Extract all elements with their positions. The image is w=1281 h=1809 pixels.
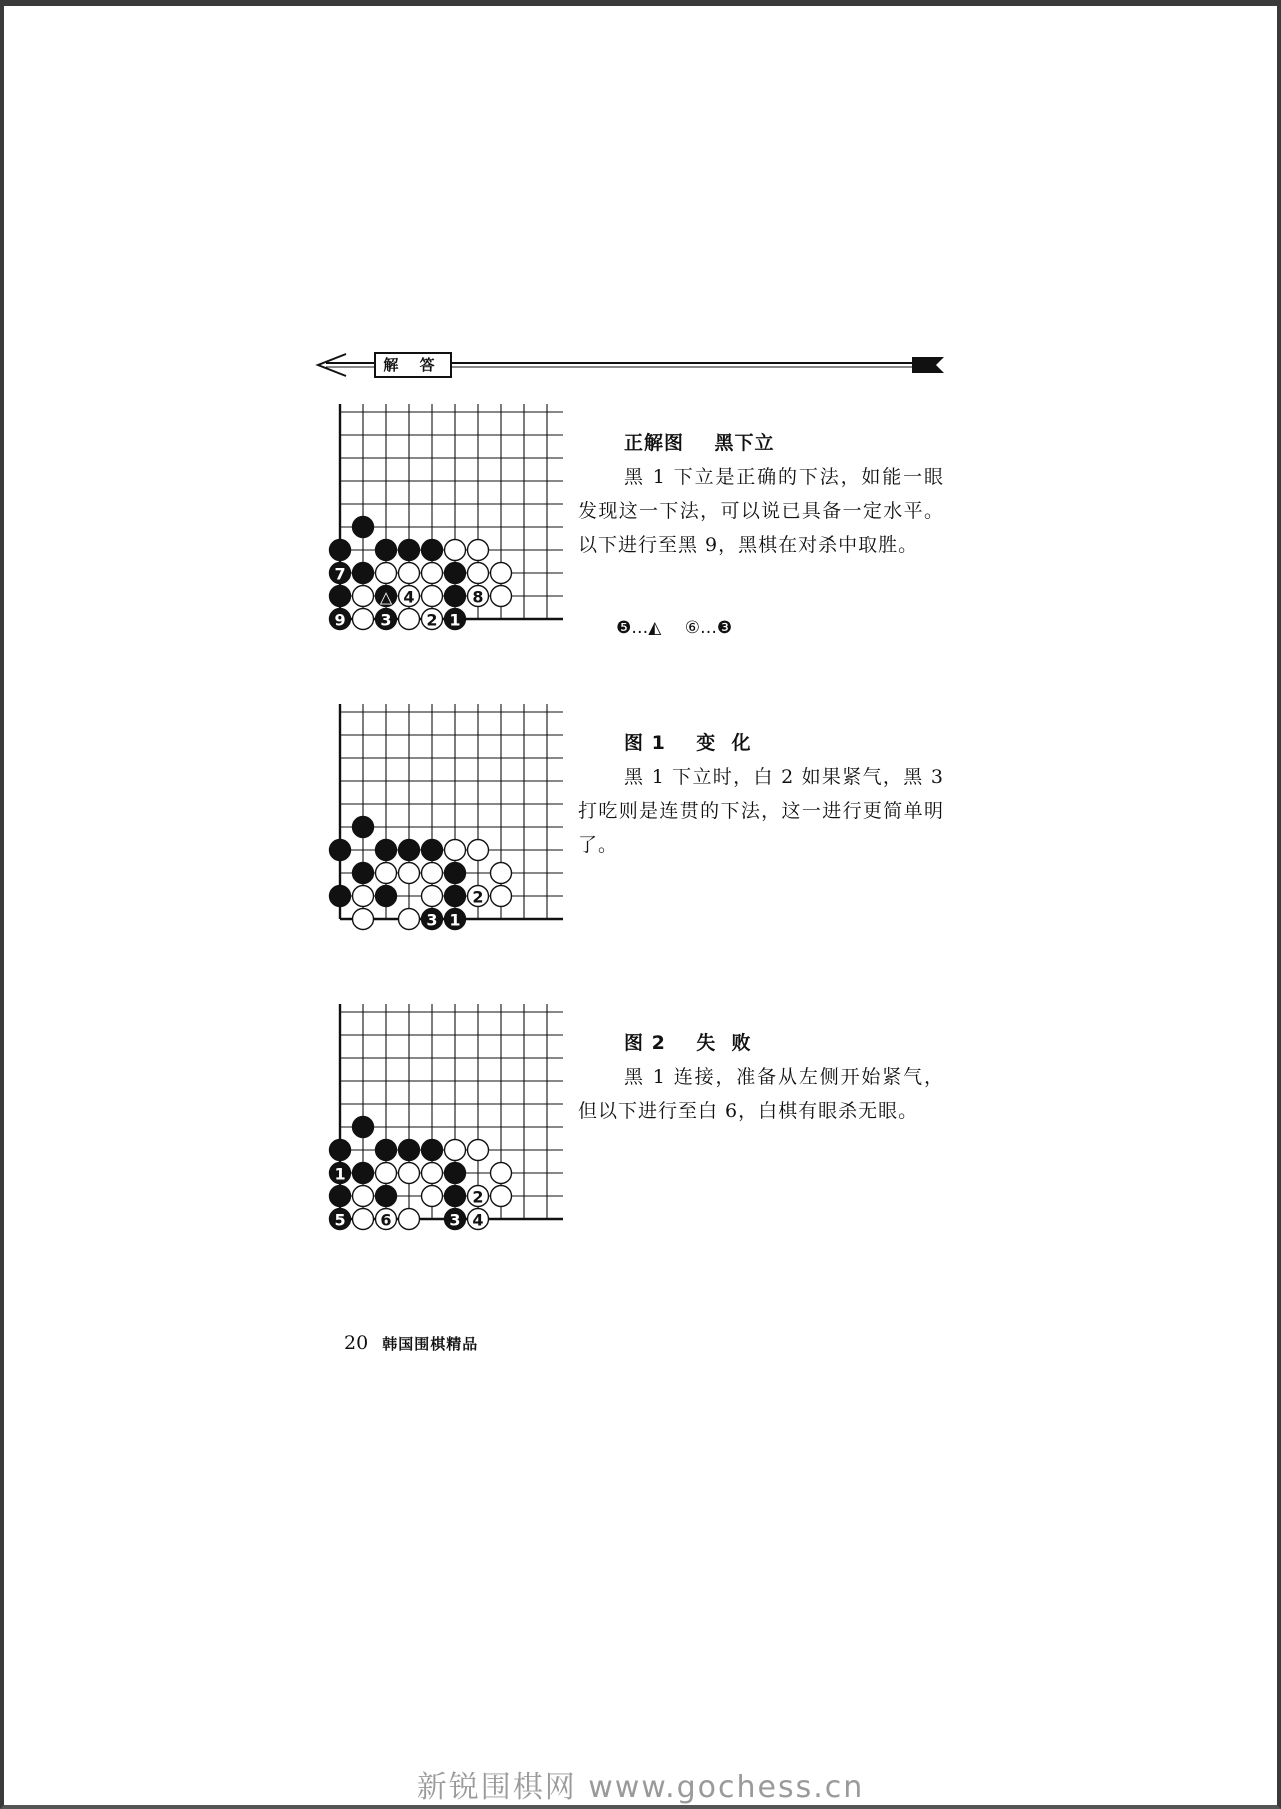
black-stone <box>330 540 351 561</box>
white-stone <box>491 863 512 884</box>
black-stone <box>330 840 351 861</box>
black-stone <box>330 609 351 630</box>
black-stone <box>330 1163 351 1184</box>
section-title: 正解图 黑下立 <box>624 432 775 454</box>
section-title: 图 2 失 败 <box>624 1032 752 1054</box>
white-stone <box>376 1209 397 1230</box>
white-stone <box>445 540 466 561</box>
white-stone <box>468 1209 489 1230</box>
white-stone <box>468 840 489 861</box>
white-stone <box>353 1186 374 1207</box>
white-stone <box>468 1140 489 1161</box>
white-stone <box>491 886 512 907</box>
black-stone <box>353 817 374 838</box>
black-stone <box>330 586 351 607</box>
white-stone <box>353 1209 374 1230</box>
white-stone <box>376 863 397 884</box>
black-stone <box>330 1209 351 1230</box>
go-board-svg <box>336 704 563 933</box>
white-stone <box>353 909 374 930</box>
black-stone <box>376 609 397 630</box>
white-stone <box>422 609 443 630</box>
sequence-note-item: ⑥…❸ <box>684 618 733 638</box>
stone-number-label: 5 <box>334 1210 346 1230</box>
stone-number-label: 1 <box>449 610 461 630</box>
black-stone <box>445 863 466 884</box>
black-stone <box>445 909 466 930</box>
black-stone <box>422 540 443 561</box>
black-stone <box>445 563 466 584</box>
white-stone <box>491 586 512 607</box>
black-stone <box>353 517 374 538</box>
white-stone <box>399 563 420 584</box>
page-number: 20 <box>344 1332 369 1354</box>
book-title: 韩国围棋精品 <box>382 1335 479 1353</box>
white-stone <box>422 1163 443 1184</box>
section-correct-text <box>578 426 944 562</box>
go-diagram-correct <box>336 404 563 633</box>
black-stone <box>353 1117 374 1138</box>
banner-label: 解 答 <box>374 352 452 378</box>
white-stone <box>491 1163 512 1184</box>
black-stone <box>376 540 397 561</box>
stone-number-label: 4 <box>472 1210 484 1230</box>
black-stone <box>330 563 351 584</box>
go-diagram-variation <box>336 704 563 933</box>
stone-number-label: 9 <box>334 610 346 630</box>
white-stone <box>422 1186 443 1207</box>
white-stone <box>468 886 489 907</box>
black-stone <box>353 863 374 884</box>
white-stone <box>399 1163 420 1184</box>
stone-number-label: 3 <box>426 910 438 930</box>
stone-number-label: 2 <box>426 610 438 630</box>
black-stone <box>376 1186 397 1207</box>
white-stone <box>399 863 420 884</box>
white-stone <box>353 886 374 907</box>
black-stone <box>445 1209 466 1230</box>
white-stone <box>422 586 443 607</box>
stone-number-label: 1 <box>449 910 461 930</box>
stone-number-label: 8 <box>472 587 484 607</box>
white-stone <box>468 1186 489 1207</box>
black-stone <box>330 1140 351 1161</box>
black-stone <box>376 886 397 907</box>
black-stone <box>445 886 466 907</box>
white-stone <box>353 609 374 630</box>
black-stone <box>445 1186 466 1207</box>
black-stone <box>376 586 397 607</box>
white-stone <box>399 909 420 930</box>
black-stone <box>422 909 443 930</box>
stone-number-label: △ <box>379 587 393 607</box>
page-footer <box>344 1332 478 1354</box>
stone-number-label: 3 <box>380 610 392 630</box>
white-stone <box>422 886 443 907</box>
watermark: 新锐围棋网 www.gochess.cn <box>416 1770 865 1805</box>
black-stone <box>445 1163 466 1184</box>
stone-number-label: 2 <box>472 1187 484 1207</box>
black-stone <box>422 1140 443 1161</box>
sequence-note-item: ❺…◭ <box>616 618 662 638</box>
white-stone <box>491 1186 512 1207</box>
stone-number-label: 7 <box>334 564 346 584</box>
white-stone <box>445 1140 466 1161</box>
white-stone <box>468 563 489 584</box>
black-stone <box>330 886 351 907</box>
go-board-svg <box>336 1004 563 1233</box>
section-body: 黑 1 连接，准备从左侧开始紧气，但以下进行至白 6，白棋有眼杀无眼。 <box>578 1066 944 1122</box>
white-stone <box>445 840 466 861</box>
section-body: 黑 1 下立是正确的下法，如能一眼发现这一下法，可以说已具备一定水平。以下进行至黑 9，黑棋在对杀中取胜。 <box>578 466 944 556</box>
sequence-note <box>616 618 750 638</box>
stone-number-label: 2 <box>472 887 484 907</box>
section-title: 图 1 变 化 <box>624 732 752 754</box>
stone-number-label: 3 <box>449 1210 461 1230</box>
stone-number-label: 6 <box>380 1210 392 1230</box>
white-stone <box>422 863 443 884</box>
white-stone <box>422 563 443 584</box>
stone-number-label: 1 <box>334 1164 346 1184</box>
white-stone <box>468 586 489 607</box>
section-body: 黑 1 下立时，白 2 如果紧气，黑 3 打吃则是连贯的下法，这一进行更简单明了。 <box>578 766 944 856</box>
white-stone <box>491 563 512 584</box>
white-stone <box>376 563 397 584</box>
black-stone <box>422 840 443 861</box>
black-stone <box>376 1140 397 1161</box>
black-stone <box>445 586 466 607</box>
section-header-banner <box>316 346 944 382</box>
go-diagram-failure <box>336 1004 563 1233</box>
black-stone <box>376 840 397 861</box>
go-board-svg <box>336 404 563 633</box>
section-failure-text <box>578 1026 944 1128</box>
stone-number-label: 4 <box>403 587 415 607</box>
black-stone <box>399 540 420 561</box>
black-stone <box>330 1186 351 1207</box>
white-stone <box>468 540 489 561</box>
black-stone <box>353 1163 374 1184</box>
white-stone <box>399 1209 420 1230</box>
black-stone <box>399 840 420 861</box>
black-stone <box>399 1140 420 1161</box>
section-variation-text <box>578 726 944 862</box>
white-stone <box>399 609 420 630</box>
black-stone <box>445 609 466 630</box>
black-stone <box>353 563 374 584</box>
white-stone <box>399 586 420 607</box>
white-stone <box>353 586 374 607</box>
white-stone <box>376 1163 397 1184</box>
